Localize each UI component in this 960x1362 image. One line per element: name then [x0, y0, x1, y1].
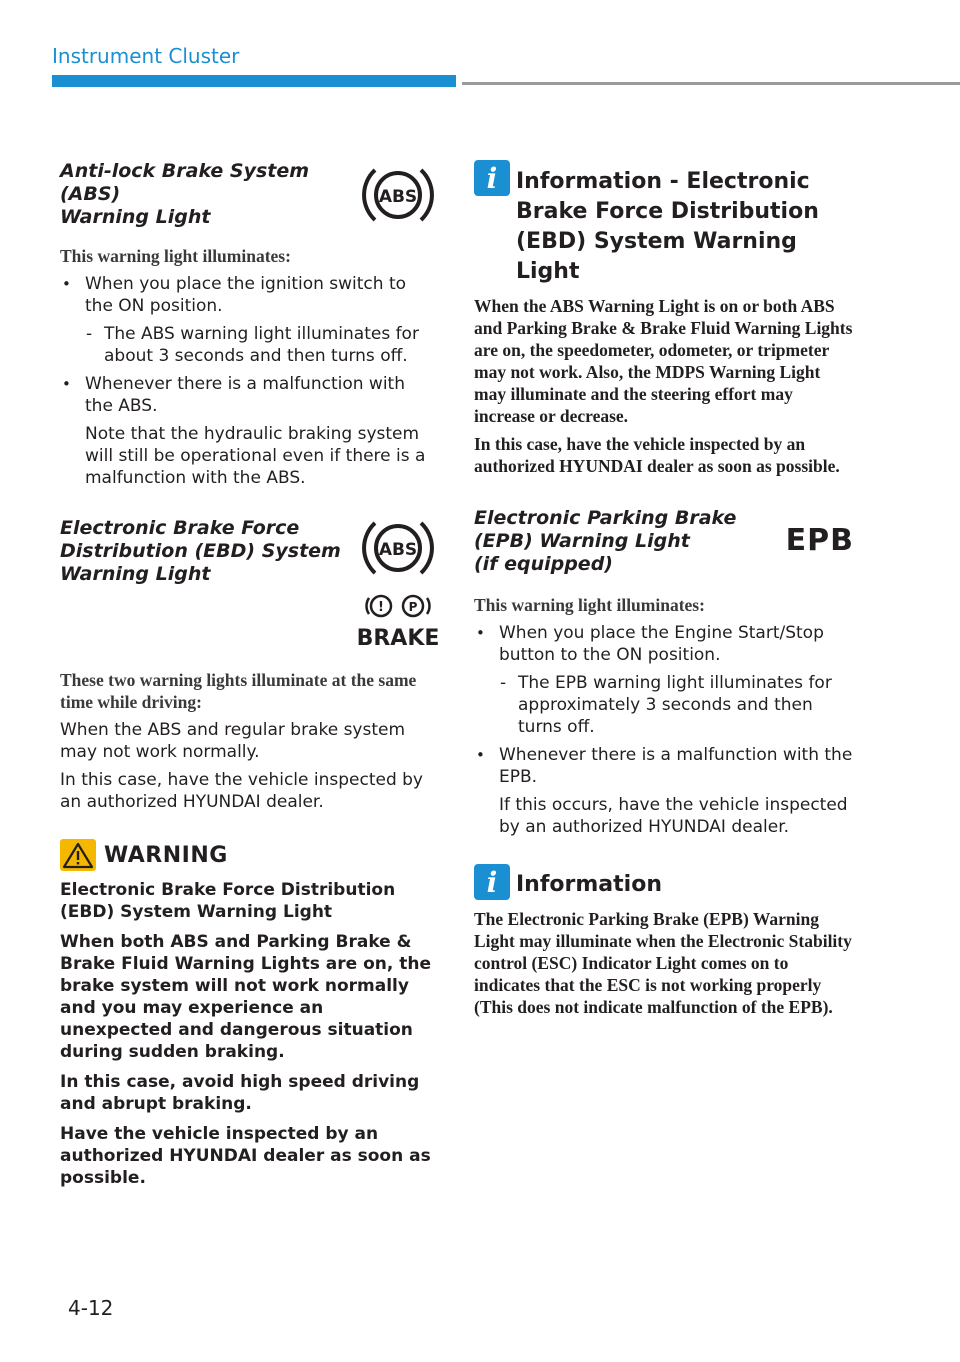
page-section-title: Instrument Cluster [52, 44, 240, 68]
info-icon: i [474, 160, 510, 196]
epb-bullet-1: • When you place the Engine Start/Stop button to the ON position. [474, 622, 854, 666]
info-epb-para-1: The Electronic Parking Brake (EPB) Warning Light may illuminate when the Electronic Stability control (ESC) Indicator Light comes on to indicates that the ESC is not working properly (This does not indicate malfunction of the EPB). [474, 909, 852, 1017]
ebd-section-header [60, 517, 440, 651]
svg-text:ABS: ABS [378, 540, 418, 560]
abs-warning-icon [361, 164, 435, 226]
epb-note: If this occurs, have the vehicle inspected by an authorized HYUNDAI dealer. [499, 795, 848, 837]
warning-title: WARNING [104, 842, 228, 868]
abs-bullet-2: • Whenever there is a malfunction with the ABS. [60, 373, 435, 417]
warning-subtitle: Electronic Brake Force Distribution (EBD) System Warning Light [60, 880, 396, 922]
svg-text:ABS: ABS [378, 187, 418, 207]
epb-intro: This warning light illuminates: [474, 595, 705, 615]
abs-section-title: Anti-lock Brake System (ABS) Warning Light [60, 160, 310, 228]
epb-bullet-2: • Whenever there is a malfunction with the EPB. [474, 744, 854, 788]
warning-para-2: In this case, avoid high speed driving and abrupt braking. [60, 1072, 420, 1114]
info-icon: i [474, 864, 510, 900]
warning-triangle-icon [60, 839, 96, 871]
epb-indicator-icon: EPB [785, 523, 854, 558]
svg-text:P: P [408, 600, 418, 614]
abs-warning-icon [361, 517, 435, 579]
abs-section-header [60, 160, 435, 229]
info-ebd-header [474, 160, 854, 287]
warning-para-3: Have the vehicle inspected by an authorized HYUNDAI dealer as soon as possible. [60, 1124, 431, 1188]
svg-text:BRAKE: BRAKE [356, 626, 440, 651]
info-epb-title: Information [516, 872, 662, 897]
header-rule-grey [462, 82, 960, 85]
epb-sub-1: - The EPB warning light illuminates for approximately 3 seconds and then turns off. [474, 672, 854, 738]
ebd-para-1: When the ABS and regular brake system may not work normally. [60, 720, 406, 762]
abs-intro: This warning light illuminates: [60, 246, 291, 266]
info-ebd-title: Information - Electronic Brake Force Distribution (EBD) System Warning Light [516, 169, 819, 284]
abs-bullet-1: • When you place the ignition switch to the ON position. [60, 273, 435, 317]
abs-sub-1: - The ABS warning light illuminates for about 3 seconds and then turns off. [60, 323, 435, 367]
info-ebd-para-1: When the ABS Warning Light is on or both ABS and Parking Brake & Brake Fluid Warning Lights are on, the speedometer, odometer, or tripmeter may not work. Also, the MDPS Warning Light may illuminate and the steering effort may increase or decrease. [474, 296, 853, 426]
ebd-section-title: Electronic Brake Force Distribution (EBD) System Warning Light [60, 517, 341, 585]
ebd-intro: These two warning lights illuminate at the same time while driving: [60, 670, 417, 712]
page-number: 4-12 [68, 1296, 114, 1320]
brake-warning-icon [356, 593, 440, 651]
ebd-para-2: In this case, have the vehicle inspected by an authorized HYUNDAI dealer. [60, 770, 423, 812]
warning-para-1: When both ABS and Parking Brake & Brake Fluid Warning Lights are on, the brake system will not work normally and you may experience an unexpected and dangerous situation during sudden braking. [60, 932, 432, 1062]
info-epb-header [474, 864, 854, 900]
warning-header [60, 839, 435, 871]
ebd-icons [356, 517, 440, 651]
abs-note: Note that the hydraulic braking system will still be operational even if there is a malfunction with the ABS. [85, 424, 426, 488]
svg-text:!: ! [378, 600, 384, 615]
epb-section-title: Electronic Parking Brake (EPB) Warning Light (if equipped) [474, 507, 737, 575]
right-column [474, 160, 854, 1024]
header-rule-accent [52, 75, 456, 87]
info-ebd-para-2: In this case, have the vehicle inspected by an authorized HYUNDAI dealer as soon as possible. [474, 434, 840, 476]
left-column [60, 160, 440, 1197]
epb-section-header [474, 507, 854, 576]
